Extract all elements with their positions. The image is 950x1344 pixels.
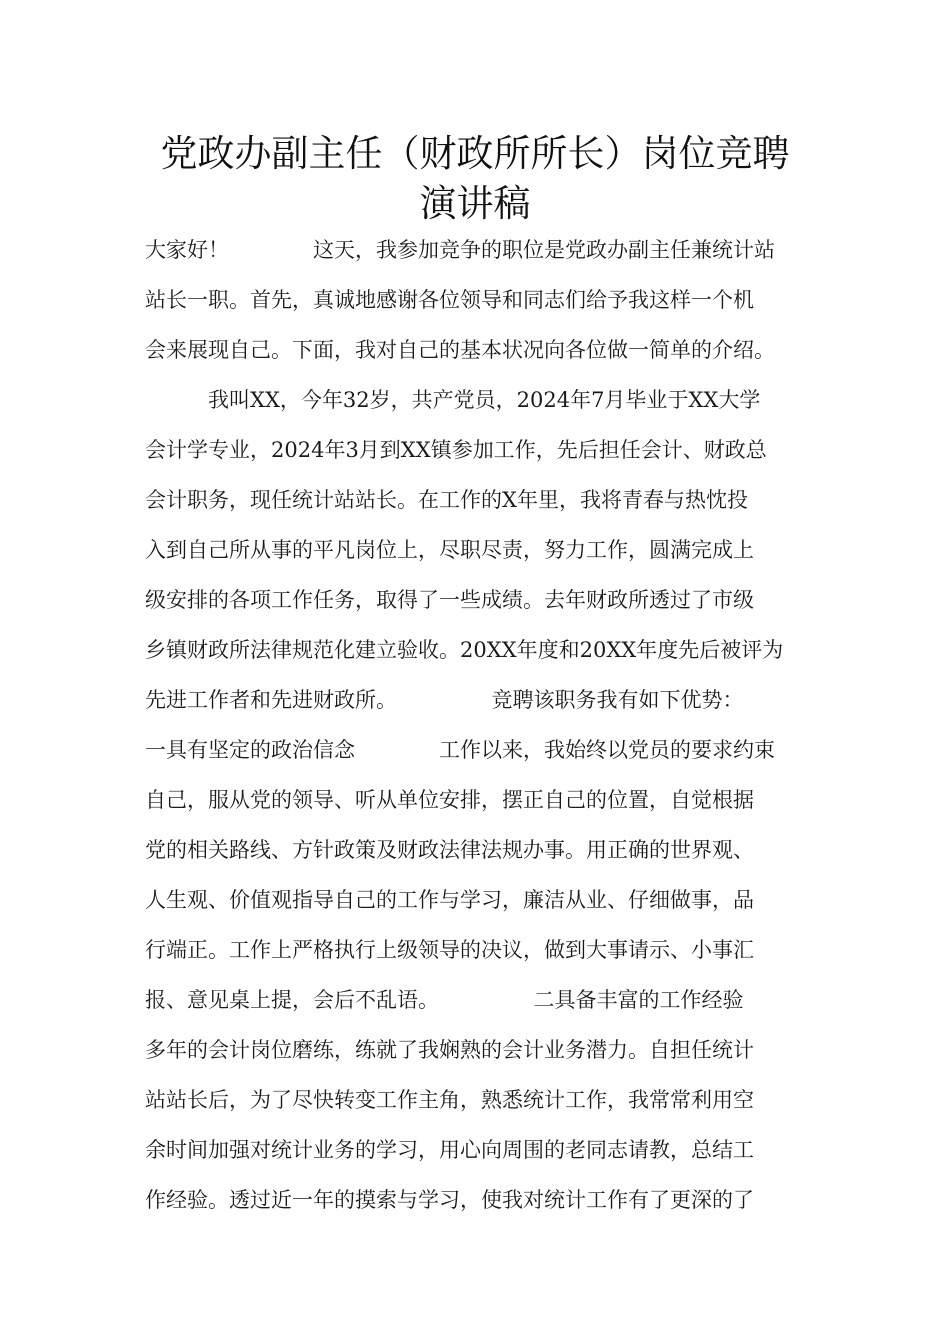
body-line: 会计学专业，2024年3月到XX镇参加工作，先后担任会计、财政总 (145, 438, 767, 462)
body-line: 会来展现自己。下面，我对自己的基本状况向各位做一简单的介绍。 (145, 338, 775, 362)
body-line: 作经验。透过近一年的摸索与学习，使我对统计工作有了更深的了 (145, 1188, 754, 1212)
body-line: 一具有坚定的政治信念 工作以来，我始终以党员的要求约束 (145, 738, 775, 762)
document-title-line-1: 党政办副主任（财政所所长）岗位竞聘 (160, 132, 790, 175)
document-title-line-2: 演讲稿 (419, 182, 531, 225)
body-line: 我叫XX，今年32岁，共产党员，2024年7月毕业于XX大学 (145, 388, 761, 412)
body-line: 大家好！ 这天，我参加竞争的职位是党政办副主任兼统计站 (145, 238, 775, 262)
body-line: 人生观、价值观指导自己的工作与学习，廉洁从业、仔细做事，品 (145, 888, 754, 912)
body-line: 党的相关路线、方针政策及财政法律法规办事。用正确的世界观、 (145, 838, 754, 862)
body-line: 站长一职。首先，真诚地感谢各位领导和同志们给予我这样一个机 (145, 288, 754, 312)
body-line: 乡镇财政所法律规范化建立验收。20XX年度和20XX年度先后被评为 (145, 638, 784, 662)
body-line: 级安排的各项工作任务，取得了一些成绩。去年财政所透过了市级 (145, 588, 754, 612)
body-line: 行端正。工作上严格执行上级领导的决议，做到大事请示、小事汇 (145, 938, 754, 962)
body-line: 自己，服从党的领导、听从单位安排，摆正自己的位置，自觉根据 (145, 788, 754, 812)
body-line: 站站长后，为了尽快转变工作主角，熟悉统计工作，我常常利用空 (145, 1088, 754, 1112)
body-line: 余时间加强对统计业务的学习，用心向周围的老同志请教，总结工 (145, 1138, 754, 1162)
body-line: 先进工作者和先进财政所。 竞聘该职务我有如下优势： (145, 688, 744, 712)
body-line: 入到自己所从事的平凡岗位上，尽职尽责，努力工作，圆满完成上 (145, 538, 754, 562)
body-line: 会计职务，现任统计站站长。在工作的X年里，我将青春与热忱投 (145, 488, 748, 512)
body-line: 报、意见桌上提，会后不乱语。 二具备丰富的工作经验 (145, 988, 744, 1012)
body-line: 多年的会计岗位磨练，练就了我娴熟的会计业务潜力。自担任统计 (145, 1038, 754, 1062)
